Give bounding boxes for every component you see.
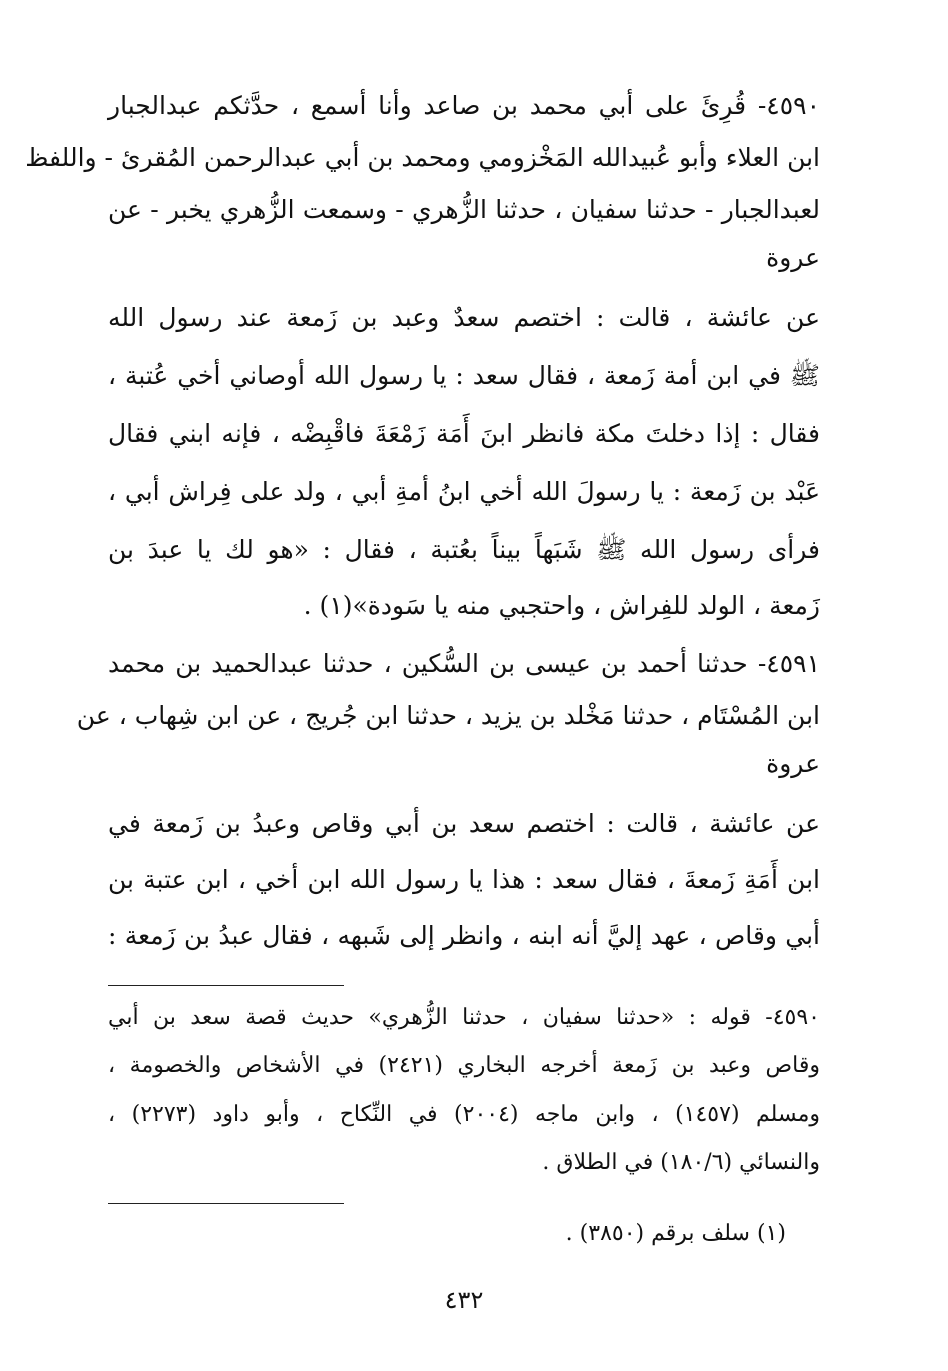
footnote-line: ٤٥٩٠- قوله : «حدثنا سفيان ، حدثنا الزُّهري» حديث قصة سعد بن أبي bbox=[108, 1005, 820, 1030]
text-line: ابن العلاء وأبو عُبيدالله المَخْزومي ومحمد بن أبي عبدالرحمن المُقرئ - واللفظ bbox=[25, 143, 820, 172]
text-line: أبي وقاص ، عهد إليَّ أنه ابنه ، وانظر إلى شَبهه ، فقال عبدُ بن زَمعة : bbox=[108, 921, 820, 950]
footnote-separator bbox=[108, 985, 344, 986]
footnote-line: وقاص وعبد بن زَمعة أخرجه البخاري (٢٤٢١) في الأشخاص والخصومة ، bbox=[108, 1053, 820, 1078]
text-line: فرأى رسول الله ﷺ شَبَهاً بيناً بعُتبة ، فقال : «هو لك يا عبدَ بن bbox=[108, 535, 820, 564]
text-line: فقال : إذا دخلتَ مكة فانظر ابنَ أَمَة زَمْعَةَ فاقْبِضْه ، فإنه ابني فقال bbox=[108, 419, 820, 448]
text-line: عروة bbox=[766, 749, 820, 778]
book-page bbox=[25, 0, 820, 1371]
text-line: ٤٥٩٠- قُرِئَ على أبي محمد بن صاعد وأنا أسمع ، حدَّثكم عبدالجبار bbox=[108, 91, 820, 120]
footnote-line: (١) سلف برقم (٣٨٥٠) . bbox=[565, 1221, 786, 1246]
text-line: عن عائشة ، قالت : اختصم سعدٌ وعبد بن زَمعة عند رسول الله bbox=[108, 303, 820, 332]
footnote-separator bbox=[108, 1203, 344, 1204]
text-line: عروة bbox=[766, 243, 820, 272]
text-line: زَمعة ، الولد للفِراش ، واحتجبي منه يا سَودة»(١) . bbox=[303, 591, 820, 620]
text-line: عَبْد بن زَمعة : يا رسولَ الله أخي ابنُ أمةِ أبي ، ولد على فِراش أبي ، bbox=[108, 477, 820, 506]
page-number: ٤٣٢ bbox=[444, 1286, 484, 1314]
text-line: لعبدالجبار - حدثنا سفيان ، حدثنا الزُّهري - وسمعت الزُّهري يخبر - عن bbox=[108, 195, 820, 224]
footnote-line: والنسائي (١٨٠/٦) في الطلاق . bbox=[542, 1150, 820, 1175]
footnote-line: ومسلم (١٤٥٧) ، وابن ماجه (٢٠٠٤) في النِّكاح ، وأبو داود (٢٢٧٣) ، bbox=[108, 1102, 820, 1127]
text-line: ٤٥٩١- حدثنا أحمد بن عيسى بن السُّكين ، حدثنا عبدالحميد بن محمد bbox=[108, 649, 820, 678]
text-line: ابن أَمَةِ زَمعةَ ، فقال سعد : هذا يا رسول الله ابن أخي ، ابن عتبة بن bbox=[108, 865, 820, 894]
text-line: ابن المُسْتَام ، حدثنا مَخْلد بن يزيد ، حدثنا ابن جُريج ، عن ابن شِهاب ، عن bbox=[76, 701, 820, 730]
text-line: ﷺ في ابن أمة زَمعة ، فقال سعد : يا رسول الله أوصاني أخي عُتبة ، bbox=[108, 361, 820, 390]
text-line: عن عائشة ، قالت : اختصم سعد بن أبي وقاص وعبدُ بن زَمعة في bbox=[108, 809, 820, 838]
